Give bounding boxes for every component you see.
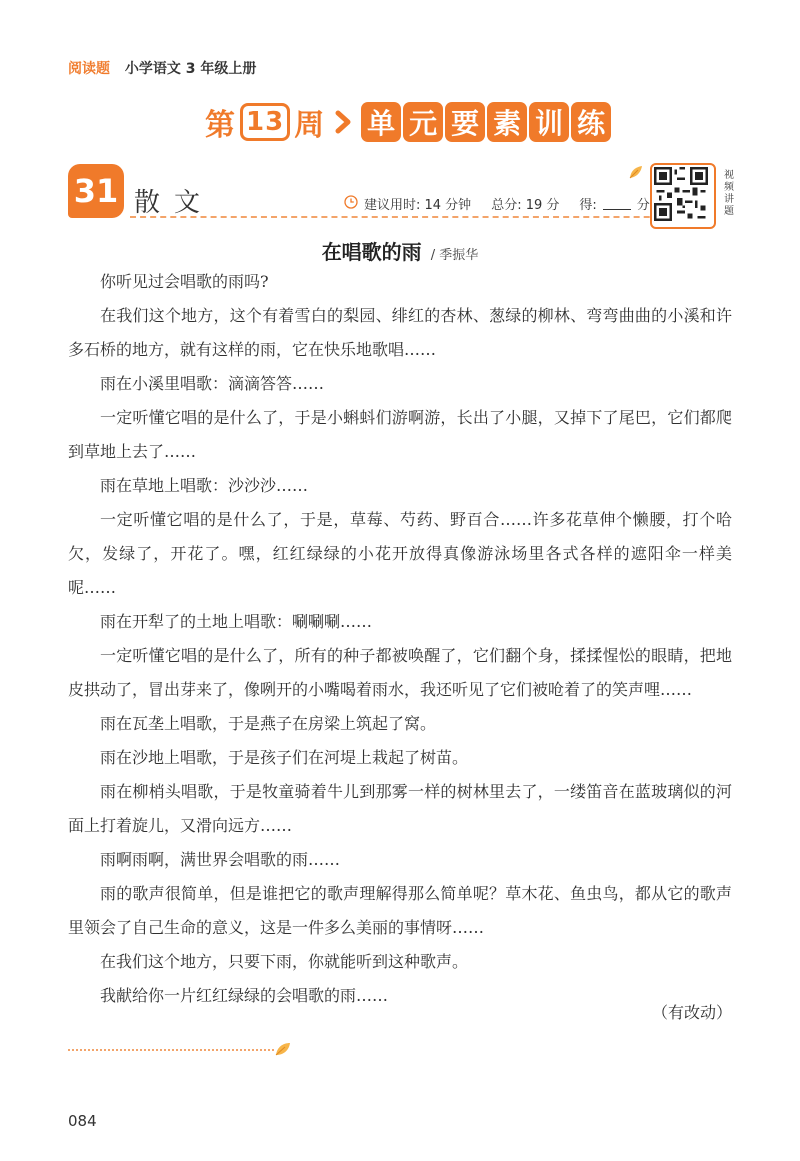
week-label [205,100,325,144]
week-suffix: 周 [294,108,326,143]
footer-divider [68,1049,274,1051]
total-score: 总分: 19 分 [491,198,560,213]
paragraph: 雨在瓦垄上唱歌，于是燕子在房梁上筑起了窝。 [100,714,437,733]
suggested-time: 建议用时: 14 分钟 [364,198,472,213]
unit-char: 练 [571,102,611,142]
clock-icon [344,195,358,213]
paragraph: 雨在草地上唱歌：沙沙沙…… [100,476,309,495]
article-heading [0,236,800,265]
section-number: 31 [68,164,124,218]
section-header [68,162,718,222]
paragraph: 一定听懂它唱的是什么了，所有的种子都被唤醒了，它们翻个身，揉揉惺忪的眼睛，把地皮拱动了，冒出芽来了，像咧开的小嘴喝着雨水，我还听见了它们被呛着了的笑声哩…… [68,646,732,699]
header-tag: 阅读题 [68,61,110,77]
week-number: 13 [240,103,290,141]
paragraph: 一定听懂它唱的是什么了，于是小蝌蚪们游啊游，长出了小腿，又掉下了尾巴，它们都爬到草地上去了…… [68,408,732,461]
article-title: 在唱歌的雨 [321,240,422,264]
unit-char: 要 [445,102,485,142]
page-number: 084 [68,1112,97,1130]
week-prefix: 第 [205,108,236,143]
section-meta [344,194,650,213]
paragraph: 雨在小溪里唱歌：滴滴答答…… [100,374,325,393]
paragraph: 在我们这个地方，这个有着雪白的梨园、绯红的杏林、葱绿的柳林、弯弯曲曲的小溪和许多石桥的地方，就有这样的雨，它在快乐地歌唱…… [68,306,732,359]
score-unit: 分 [636,198,650,213]
paragraph: 一定听懂它唱的是什么了，于是，草莓、芍药、野百合……许多花草伸个懒腰，打个哈欠，发绿了，开花了。嘿，红红绿绿的小花开放得真像游泳场里各式各样的遮阳伞一样美呢…… [68,510,732,597]
paragraph: 在我们这个地方，只要下雨，你就能听到这种歌声。 [100,952,469,971]
leaf-icon [628,164,644,184]
leaf-icon [274,1040,292,1062]
section-divider [130,216,690,218]
unit-char: 单 [361,102,401,142]
page-header [68,58,256,78]
unit-char: 素 [487,102,527,142]
score-label: 得: [579,198,597,213]
week-banner [205,100,611,144]
unit-char: 元 [403,102,443,142]
score-blank[interactable] [603,197,631,210]
paragraph: 雨啊雨啊，满世界会唱歌的雨…… [100,850,341,869]
paragraph: 雨在开犁了的土地上唱歌：唰唰唰…… [100,612,373,631]
chevron-right-icon [335,110,351,134]
qr-code-icon [654,167,708,221]
qr-code[interactable] [650,163,714,227]
source-note: （有改动） [651,1003,732,1022]
article-body [68,265,732,1013]
header-book: 小学语文 3 年级上册 [124,61,257,77]
article-author: / 季振华 [430,248,479,263]
paragraph: 雨在沙地上唱歌，于是孩子们在河堤上栽起了树苗。 [100,748,469,767]
section-title: 散文 [134,188,215,218]
unit-title [361,102,611,142]
paragraph: 你听见过会唱歌的雨吗? [100,272,269,291]
qr-caption: 视频讲题 [724,170,734,217]
unit-char: 训 [529,102,569,142]
paragraph: 雨在柳梢头唱歌，于是牧童骑着牛儿到那雾一样的树林里去了，一缕笛音在蓝玻璃似的河面上打着旋儿，又滑向远方…… [68,782,732,835]
paragraph: 雨的歌声很简单，但是谁把它的歌声理解得那么简单呢？草木花、鱼虫鸟，都从它的歌声里领会了自己生命的意义，这是一件多么美丽的事情呀…… [68,884,732,937]
paragraph: 我献给你一片红红绿绿的会唱歌的雨…… [100,986,389,1005]
